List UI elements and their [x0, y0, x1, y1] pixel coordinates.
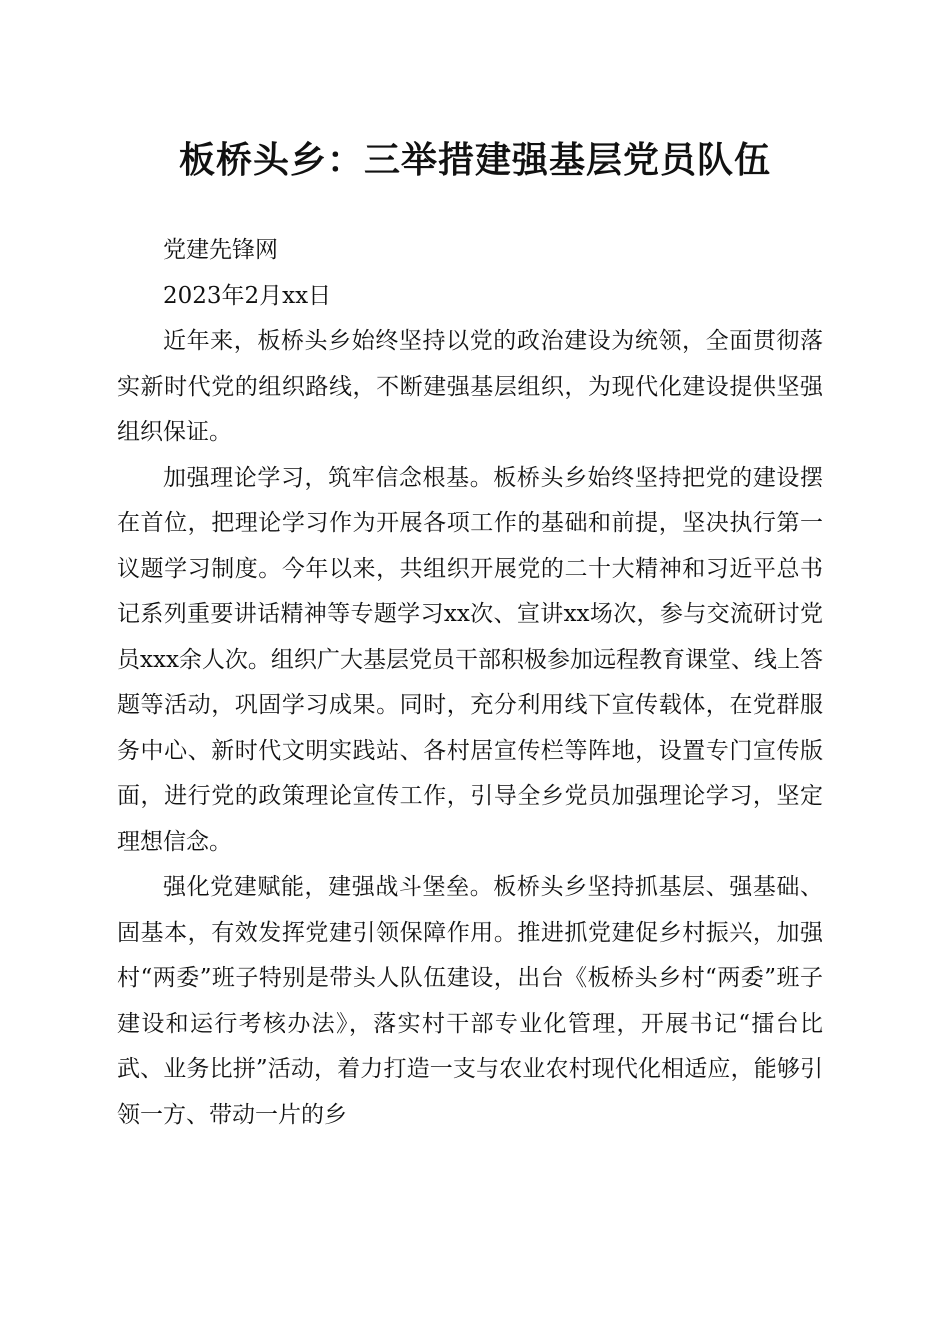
paragraph-theory-study: 加强理论学习，筑牢信念根基。板桥头乡始终坚持把党的建设摆在首位，把理论学习作为开展各项工作的基础和前提，坚决执行第一议题学习制度。今年以来，共组织开展党的二十大精神和习近平总书记系列重要讲话精神等专题学习xx次、宣讲xx场次，参与交流研讨党员xxx余人次。组织广大基层党员干部积极参加远程教育课堂、线上答题等活动，巩固学习成果。同时，充分利用线下宣传载体，在党群服务中心、新时代文明实践站、各村居宣传栏等阵地，设置专门宣传版面，进行党的政策理论宣传工作，引导全乡党员加强理论学习，坚定理想信念。	[117, 464, 823, 855]
date-line: 2023年2月xx日	[163, 282, 332, 309]
paragraph-intro: 近年来，板桥头乡始终坚持以党的政治建设为统领，全面贯彻落实新时代党的组织路线，不断建强基层组织，为现代化建设提供坚强组织保证。	[117, 328, 823, 445]
article-body	[117, 228, 823, 1138]
source-line: 党建先锋网	[163, 237, 278, 263]
paragraph-party-building: 强化党建赋能，建强战斗堡垒。板桥头乡坚持抓基层、强基础、固基本，有效发挥党建引领保障作用。推进抓党建促乡村振兴，加强村“两委”班子特别是带头人队伍建设，出台《板桥头乡村“两委”班子建设和运行考核办法》，落实村干部专业化管理，开展书记“擂台比武、业务比拼”活动，着力打造一支与农业农村现代化相适应，能够引领一方、带动一片的乡	[117, 874, 823, 1128]
page-title: 板桥头乡：三举措建强基层党员队伍	[178, 139, 771, 181]
